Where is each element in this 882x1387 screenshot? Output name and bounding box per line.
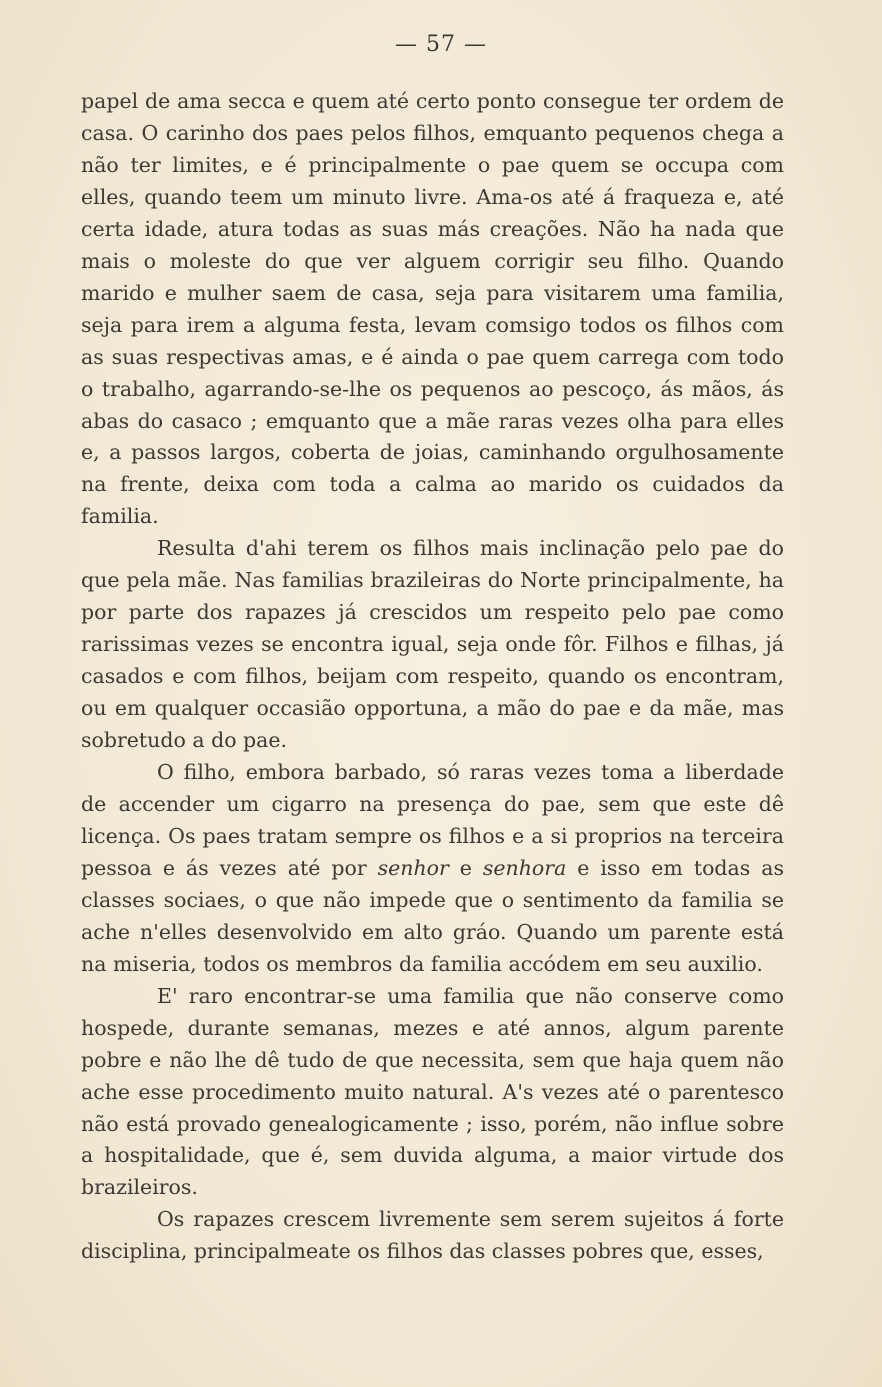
paragraph-3-text-c: e isso em todas as classes sociaes, o que não impede que o sentimento da familia se ache n'elles desenvolvido em alto gráo. Quando um parente está na miseria, todos os membros da familia accódem em seu auxilio.: [81, 855, 784, 976]
paragraph-2-text: Resulta d'ahi terem os filhos mais inclinação pelo pae do que pela mãe. Nas familias brazileiras do Norte principalmente, ha por parte dos rapazes já crescidos um respeito pelo pae como rarissimas vezes se encontra igual, seja onde fôr. Filhos e filhas, já casados e com filhos, beijam com respeito, quando os encontram, ou em qualquer occasião opportuna, a mão do pae e da mãe, mas sobretudo a do pae.: [81, 536, 784, 753]
paragraph-5-text: Os rapazes crescem livremente sem serem sujeitos á forte disciplina, principalmeate os filhos das classes pobres que, esses,: [81, 1207, 784, 1264]
paragraph-3-italic-senhor: senhor: [377, 855, 449, 880]
paragraph-1: [81, 86, 784, 533]
paragraph-4: [81, 981, 784, 1205]
paragraph-5: [81, 1204, 784, 1268]
paragraph-3-italic-senhora: senhora: [482, 855, 567, 880]
paragraph-3-text-b: e: [448, 855, 483, 880]
body-text: [81, 86, 784, 1268]
paragraph-1-text: papel de ama secca e quem até certo ponto consegue ter ordem de casa. O carinho dos paes pelos filhos, emquanto pequenos chega a não ter limites, e é principalmente o pae quem se occupa com elles, quando teem um minuto livre. Ama-os até á fraqueza e, até certa idade, atura todas as suas más creações. Não ha nada que mais o moleste do que ver alguem corrigir seu filho. Quando marido e mulher saem de casa, seja para visitarem uma familia, seja para irem a alguma festa, levam comsigo todos os filhos com as suas respectivas amas, e é ainda o pae quem carrega com todo o trabalho, agarrando-se-lhe os pequenos ao pescoço, ás mãos, ás abas do casaco ; emquanto que a mãe raras vezes olha para elles e, a passos largos, coberta de joias, caminhando orgulhosamente na frente, deixa com toda a calma ao marido os cuidados da familia.: [81, 89, 784, 529]
paragraph-4-text: E' raro encontrar-se uma familia que não conserve como hospede, durante semanas, mezes e até annos, algum parente pobre e não lhe dê tudo de que necessita, sem que haja quem não ache esse procedimento muito natural. A's vezes até o parentesco não está provado genealogicamente ; isso, porém, não influe sobre a hospitalidade, que é, sem duvida alguma, a maior virtude dos brazileiros.: [81, 983, 784, 1200]
paragraph-3: [81, 757, 784, 981]
page-number: — 57 —: [395, 32, 487, 57]
paragraph-3-text-a: O filho, embora barbado, só raras vezes toma a liberdade de accender um cigarro na presença do pae, sem que este dê licença. Os paes tratam sempre os filhos e a si proprios na terceira pessoa e ás vezes até por: [81, 760, 784, 880]
paragraph-2: [81, 533, 784, 757]
